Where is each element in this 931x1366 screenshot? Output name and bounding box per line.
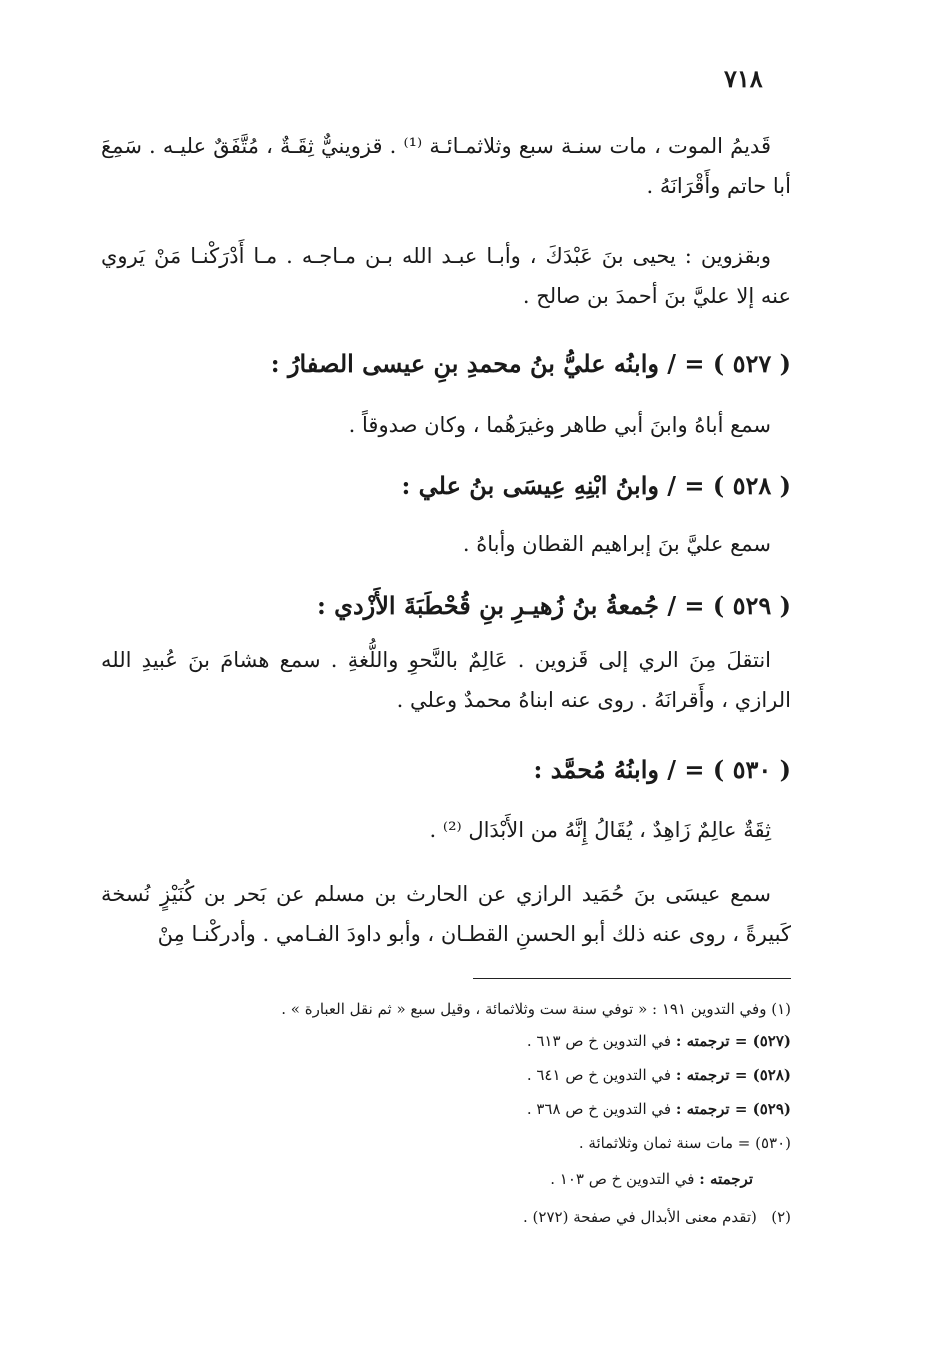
entry-title: ( ٥٣٠ ) = / وابنُهُ مُحمَّد : <box>533 755 791 784</box>
footnote-lead: ترجمته : <box>699 1170 753 1188</box>
footnote-lead: (٥٢٧) = ترجمته : <box>675 1032 791 1050</box>
footnote-text: في التدوين خ ص ٦١٣ . <box>526 1032 672 1050</box>
footnote-530-translation <box>101 1168 753 1190</box>
footnote-2 <box>101 1206 791 1228</box>
footnote-divider <box>473 978 791 979</box>
entry-body-529 <box>101 640 791 720</box>
paragraph-isa <box>101 874 791 954</box>
paragraph-text: سمع أباهُ وابنَ أبي طاهر وغيرَهُما ، وكان صدوقاً . <box>348 413 771 437</box>
footnote-527 <box>101 1030 791 1052</box>
footnote-1 <box>101 998 791 1020</box>
footnote-lead: (٥٢٨) = ترجمته : <box>675 1066 791 1084</box>
page-number: ٧١٨ <box>724 64 763 93</box>
footnote-text: (تقدم معنى الأبدال في صفحة (٢٧٢) . <box>523 1208 757 1226</box>
entry-body-528 <box>101 524 791 564</box>
paragraph-text: وبقزوين : يحيى بنَ عَبْدَكَ ، وأبـا عبـد الله بـن مـاجـه . مـا أَدْرَكْنـا مَنْ يَروي عنه إلا عليَّ بنَ أحمدَ بن صالح . <box>101 244 791 308</box>
footnote-528 <box>101 1064 791 1086</box>
entry-title: ( ٥٢٨ ) = / وابنُ ابْنِهِ عِيسَى بنُ علي : <box>401 471 791 500</box>
footnote-text: (٥٣٠) = مات سنة ثمان وثلاثمائة . <box>578 1134 791 1152</box>
footnote-text: (١) وفي التدوين ١٩١ : « توفي سنة ست وثلاثمائة ، وقيل سبع « ثم نقل العبارة » . <box>281 1000 791 1018</box>
entry-heading-527 <box>101 340 791 388</box>
paragraph-qazwin <box>101 236 791 316</box>
footnote-text: في التدوين خ ص ١٠٣ . <box>550 1170 695 1188</box>
entry-body-527 <box>101 405 791 445</box>
entry-heading-528 <box>101 462 791 510</box>
footnote-lead: (٢) <box>771 1208 791 1226</box>
entry-heading-530 <box>101 746 791 794</box>
footnote-lead: (٥٢٩) = ترجمته : <box>675 1100 791 1118</box>
footnote-text: في التدوين خ ص ٣٦٨ . <box>526 1100 672 1118</box>
paragraph-text: سمع عيسَى بنَ حُمَيد الرازي عن الحارث بن مسلم عن بَحر بن كُنَيْزٍ نُسخة كَبيرةً ، روى عنه ذلك أبو الحسنِ القطـان ، وأبو داودَ الفـامي . وأدركْنـا مِنْ <box>101 882 791 946</box>
entry-title: ( ٥٢٧ ) = / وابنُه عليُّ بنُ محمدِ بنِ عيسى الصفارُ : <box>270 349 791 378</box>
paragraph-text: ثِقَةٌ عالِمٌ زَاهِدٌ ، يُقَالُ إِنَّهُ من الأَبْدَال ⁽²⁾ . <box>429 818 771 842</box>
entry-heading-529 <box>101 582 791 630</box>
entry-body-530 <box>101 810 791 850</box>
footnote-529 <box>101 1098 791 1120</box>
entry-title: ( ٥٢٩ ) = / جُمعةُ بنُ زُهيـرِ بنِ قُحْطَبَةَ الأَزْدي : <box>316 591 791 620</box>
footnote-text: في التدوين خ ص ٦٤١ . <box>526 1066 672 1084</box>
paragraph-text: انتقلَ مِنَ الري إلى قَزوين . عَالِمٌ بالنَّحوِ واللُّغةِ . سمع هشامَ بنَ عُبيدِ الله الرازي ، وأَقرانَهُ . روى عنه ابناهُ محمدٌ وعلي . <box>101 648 791 712</box>
paragraph-text: سمع عليَّ بنَ إبراهيم القطان وأباهُ . <box>462 532 771 556</box>
paragraph-intro <box>101 126 791 206</box>
paragraph-text: قَديمُ الموت ، مات سنـة سبع وثلاثمـائـة ⁽¹⁾ . قزوينيٌّ ثِقَـةٌ ، مُتَّفَقٌ عليـه . سَمِعَ أبا حاتم وأَقْرَانَهُ . <box>101 134 791 198</box>
footnote-530 <box>101 1132 791 1154</box>
